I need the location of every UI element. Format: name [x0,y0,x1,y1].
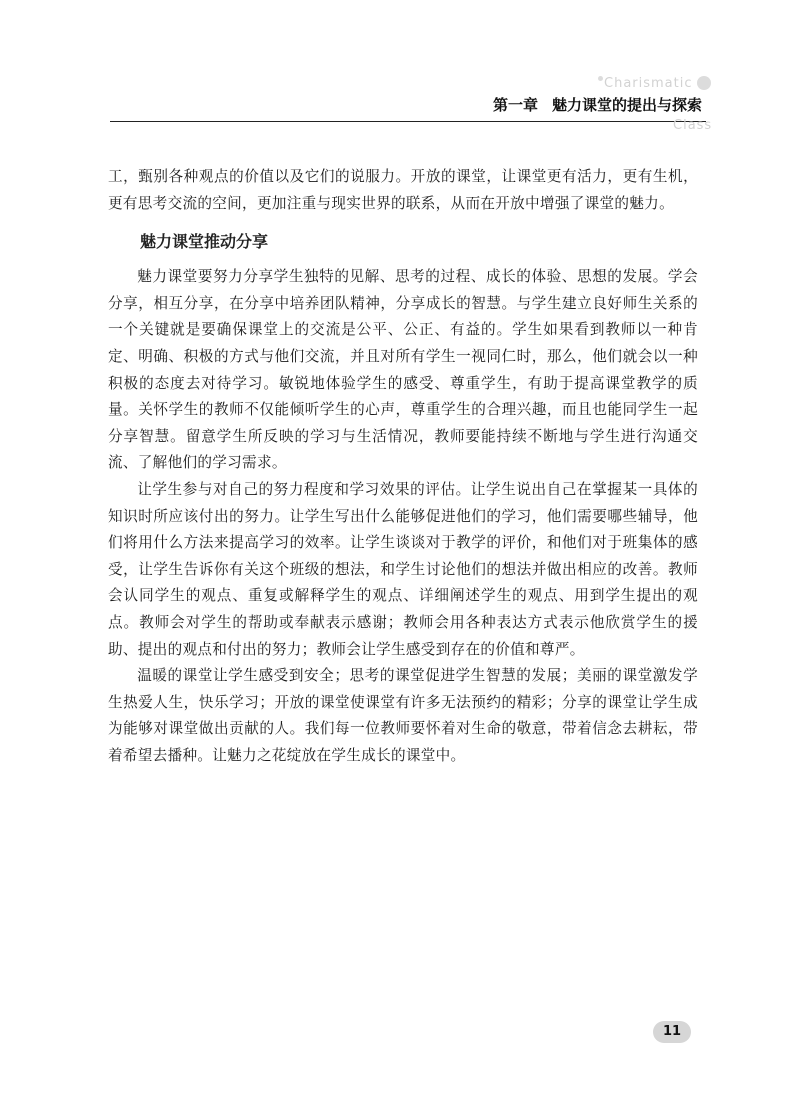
decorative-word-class: Class [673,118,713,133]
decorative-dot-small [598,76,603,81]
page-content [108,164,698,769]
decorative-dot-large [697,76,711,90]
section-heading: 魅力课堂推动分享 [140,232,269,252]
paragraph-3: 温暖的课堂让学生感受到安全；思考的课堂促进学生智慧的发展；美丽的课堂激发学生热爱人生，快乐学习；开放的课堂使课堂有许多无法预约的精彩；分享的课堂让学生成为能够对课堂做出贡献的人。我们每一位教师要怀着对生命的敬意，带着信念去耕耘，带着希望去播种。让魅力之花绽放在学生成长的课堂中。 [108,667,698,764]
paragraph-continued: 工，甄别各种观点的价值以及它们的说服力。开放的课堂，让课堂更有活力，更有生机，更有思考交流的空间，更加注重与现实世界的联系，从而在开放中增强了课堂的魅力。 [108,168,698,212]
chapter-title [493,94,702,115]
chapter-label: 第一章 [492,96,538,114]
paragraph-1: 魅力课堂要努力分享学生独特的见解、思考的过程、成长的体验、思想的发展。学会分享，相互分享，在分享中培养团队精神，分享成长的智慧。与学生建立良好师生关系的一个关键就是要确保课堂上的交流是公平、公正、有益的。学生如果看到教师以一种肯定、明确、积极的方式与他们交流，并且对所有学生一视同仁时，那么，他们就会以一种积极的态度去对待学习。敏锐地体验学生的感受、尊重学生，有助于提高课堂教学的质量。关怀学生的教师不仅能倾听学生的心声，尊重学生的合理兴趣，而且也能同学生一起分享智慧。留意学生所反映的学习与生活情况，教师要能持续不断地与学生进行沟通交流、了解他们的学习需求。 [108,268,698,472]
header-rule [110,121,706,122]
paragraph-2: 让学生参与对自己的努力程度和学习效果的评估。让学生说出自己在掌握某一具体的知识时所应该付出的努力。让学生写出什么能够促进他们的学习，他们需要哪些辅导，他们将用什么方法来提高学习的效率。让学生谈谈对于教学的评价，和他们对于班集体的感受，让学生告诉你有关这个班级的想法，和学生讨论他们的想法并做出相应的改善。教师会认同学生的观点、重复或解释学生的观点、详细阐述学生的观点、用到学生提出的观点。教师会对学生的帮助或奉献表示感谢；教师会用各种表达方式表示他欣赏学生的援助、提出的观点和付出的努力；教师会让学生感受到存在的价值和尊严。 [108,480,698,658]
chapter-name: 魅力课堂的提出与探索 [551,96,702,114]
page-header [0,70,790,140]
decorative-word-charismatic: Charismatic [604,76,693,91]
page-number-badge: 11 [653,1021,691,1043]
